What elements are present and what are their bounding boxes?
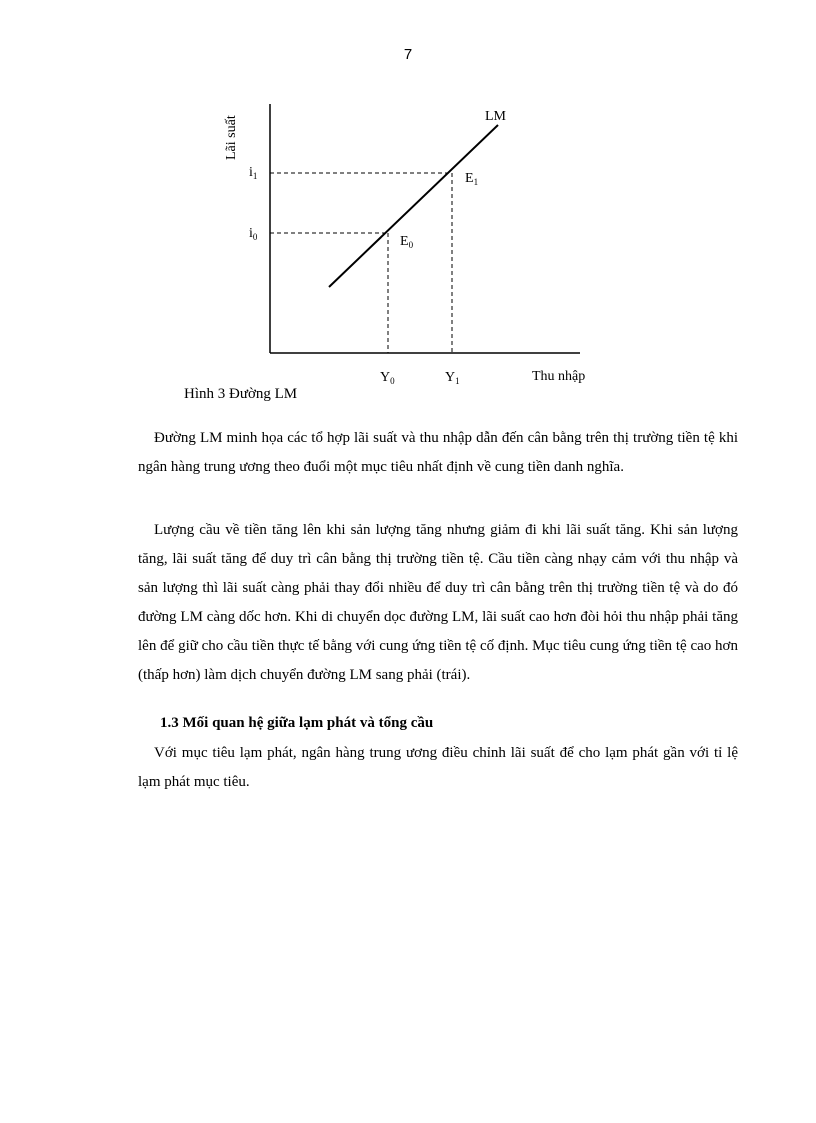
y1-label-base: Y [445, 370, 456, 385]
y0-label [380, 371, 395, 386]
y-axis-label: Lãi suất [224, 115, 239, 160]
figure-caption: Hình 3 Đường LM [184, 386, 298, 402]
e1-label [465, 172, 478, 187]
page-number: 7 [403, 46, 413, 63]
e1-label-sub: 1 [473, 177, 479, 187]
y0-label-base: Y [380, 370, 391, 385]
x-axis-label: Thu nhập [532, 369, 586, 384]
i1-label [249, 166, 257, 181]
section-heading: 1.3 Mối quan hệ giữa lạm phát và tổng cầu [160, 715, 434, 731]
e1-label-base: E [465, 171, 474, 186]
y0-label-sub: 0 [390, 376, 395, 386]
e0-label [400, 235, 413, 250]
lm-curve-figure [0, 0, 816, 400]
i0-label [249, 227, 257, 242]
i0-label-sub: 0 [252, 232, 258, 242]
i0-label-base: i [249, 226, 253, 241]
e0-label-base: E [400, 234, 409, 249]
lm-curve [329, 125, 498, 287]
y1-label-sub: 1 [455, 376, 460, 386]
i1-label-base: i [249, 165, 253, 180]
e0-label-sub: 0 [408, 240, 414, 250]
y1-label [445, 371, 460, 386]
lm-curve-label: LM [485, 109, 506, 124]
lm-diagram [0, 0, 816, 400]
paragraph-money-demand: Lượng cầu về tiền tăng lên khi sản lượng tăng nhưng giảm đi khi lãi suất tăng. Khi sản lượng tăng, lãi suất tăng để duy trì cân bằng thị trường tiền tệ. Cầu tiền càng nhạy cảm với thu nhập và sản lượng thì lãi suất càng phải thay đổi nhiều để duy trì cân bằng trên thị trường tiền tệ và do đó đường LM càng dốc hơn. Khi di chuyển dọc đường LM, lãi suất cao hơn đòi hỏi thu nhập phải tăng lên để giữ cho cầu tiền thực tế bằng với cung ứng tiền tệ cố định. Mục tiêu cung ứng tiền tệ cao hơn (thấp hơn) làm dịch chuyển đường LM sang phải (trái). [138, 522, 738, 683]
i1-label-sub: 1 [252, 171, 258, 181]
paragraph-lm-definition: Đường LM minh họa các tổ hợp lãi suất và thu nhập dẫn đến cân bằng trên thị trường tiền tệ khi ngân hàng trung ương theo đuổi một mục tiêu nhất định về cung tiền danh nghĩa. [138, 430, 738, 475]
paragraph-inflation-target: Với mục tiêu lạm phát, ngân hàng trung ương điều chỉnh lãi suất để cho lạm phát gần với tỉ lệ lạm phát mục tiêu. [138, 745, 738, 790]
